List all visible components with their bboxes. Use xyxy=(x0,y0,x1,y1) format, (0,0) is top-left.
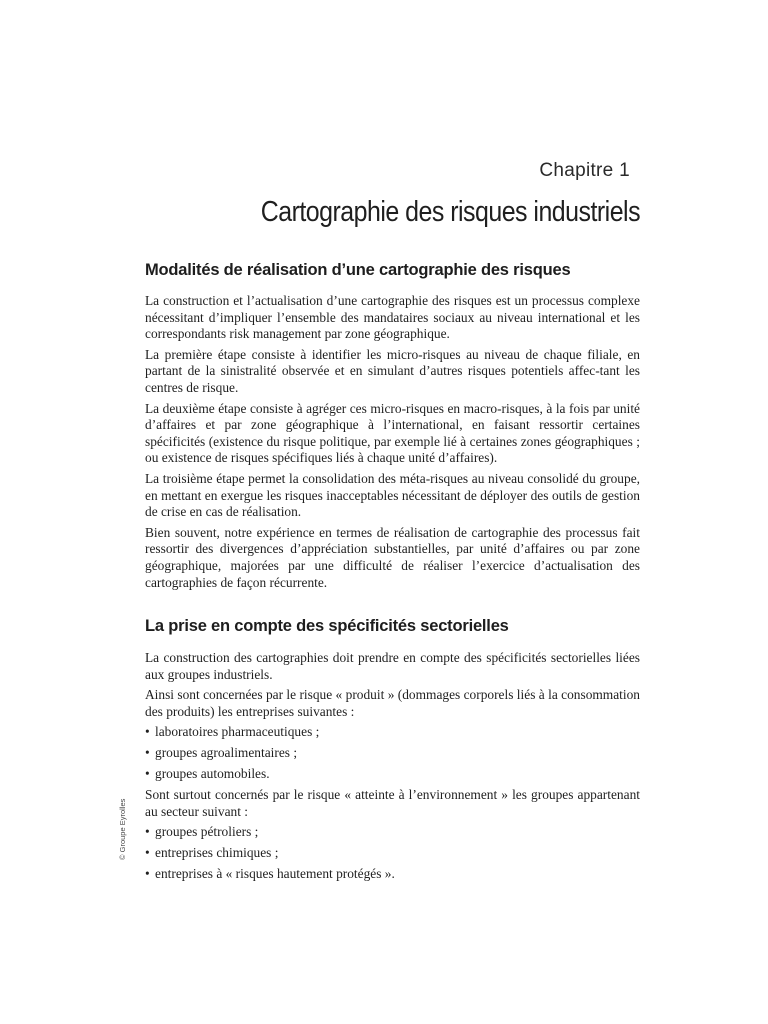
copyright-notice: © Groupe Eyrolles xyxy=(118,798,127,860)
list-item: • groupes agroalimentaires ; xyxy=(145,745,640,762)
bullet-list xyxy=(145,824,640,882)
paragraph: Sont surtout concernés par le risque « atteinte à l’environnement » les groupes appartenant au secteur suivant : xyxy=(145,787,640,819)
chapter-label: Chapitre 1 xyxy=(539,160,630,181)
paragraph: La construction et l’actualisation d’une cartographie des risques est un processus complexe nécessitant d’impliquer l’ensemble des mandataires sociaux au niveau international et les correspondants risk management par zone géographique. xyxy=(145,293,640,342)
paragraph: Bien souvent, notre expérience en termes de réalisation de cartographie des processus fait ressortir des divergences d’appréciation substantielles, par unité d’affaires ou par zone géographique, majorées par une difficulté de réaliser l’exercice d’actualisation des cartographies de façon récurrente. xyxy=(145,524,640,590)
chapter-title: Cartographie des risques industriels xyxy=(260,196,640,228)
list-item: • entreprises à « risques hautement protégés ». xyxy=(145,866,640,883)
body-content xyxy=(145,261,640,887)
list-item: • laboratoires pharmaceutiques ; xyxy=(145,724,640,741)
section-heading: Modalités de réalisation d’une cartographie des risques xyxy=(145,261,571,279)
paragraph: Ainsi sont concernées par le risque « produit » (dommages corporels liés à la consommation des produits) les entreprises suivantes : xyxy=(145,687,640,719)
paragraph: La troisième étape permet la consolidation des méta-risques au niveau consolidé du groupe, en mettant en exergue les risques inacceptables nécessitant de déployer des outils de gestion de crise en cas de réalisation. xyxy=(145,470,640,520)
list-item: • entreprises chimiques ; xyxy=(145,845,640,862)
bullet-list xyxy=(145,724,640,782)
paragraph: La construction des cartographies doit prendre en compte des spécificités sectorielles liées aux groupes industriels. xyxy=(145,650,640,682)
paragraph: La première étape consiste à identifier les micro-risques au niveau de chaque filiale, en partant de la sinistralité observée et en simulant d’autres risques potentiels affec-tant les centres de risque. xyxy=(145,346,640,395)
list-item: • groupes automobiles. xyxy=(145,766,640,783)
list-item: • groupes pétroliers ; xyxy=(145,824,640,841)
section-heading: La prise en compte des spécificités sectorielles xyxy=(145,617,509,636)
paragraph: La deuxième étape consiste à agréger ces micro-risques en macro-risques, à la fois par unité d’affaires et par zone géographique à l’international, en faisant ressortir certaines spécificités (existence du risque politique, par exemple lié à certaines zones géographiques ; ou existence de risques spécifiques liés à chaque unité d’affaires). xyxy=(145,400,640,466)
